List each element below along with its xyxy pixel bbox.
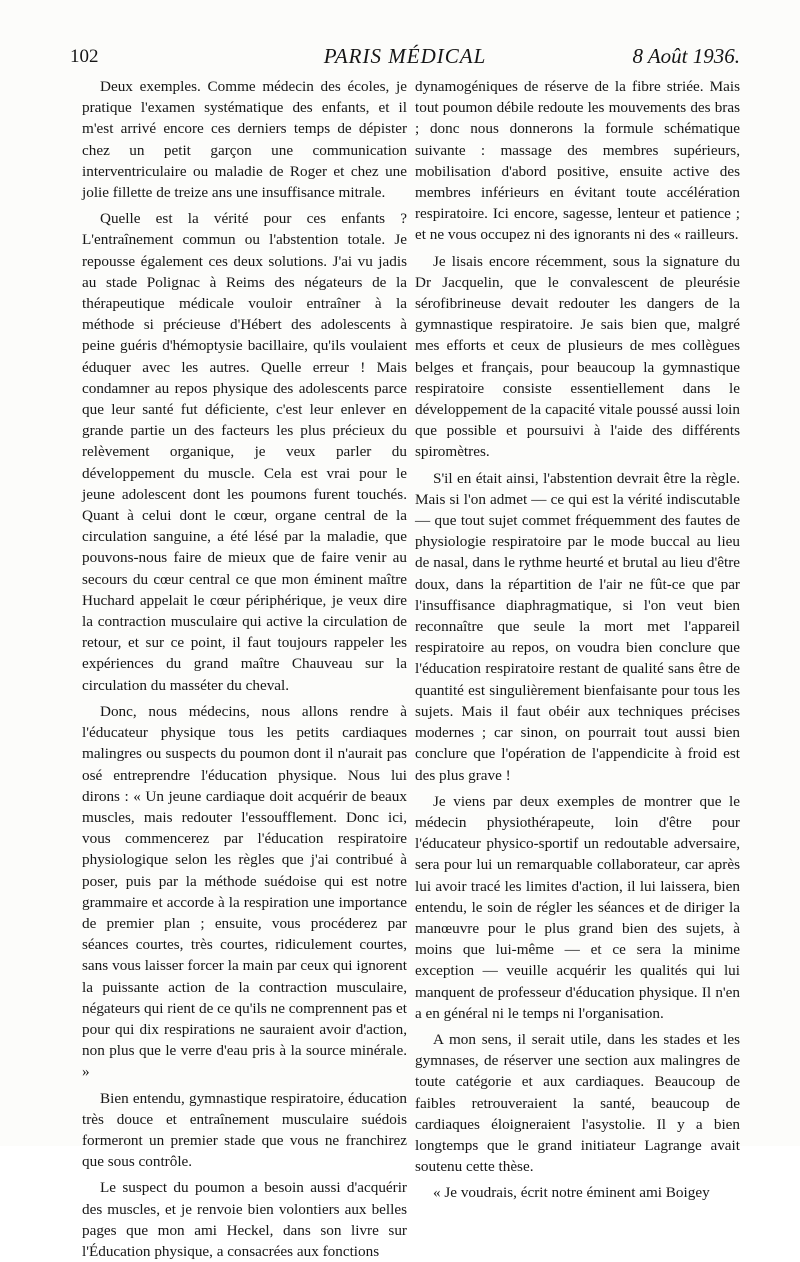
page-header [70,44,740,72]
paragraph: A mon sens, il serait utile, dans les stades et les gymnases, de réserver une section aux malingres de toute catégorie et aux cardiaques. Beaucoup de faibles retrouveraient la santé, beaucoup de cardiaques éloigneraient l'asystolie. Il y a bien longtemps que le grand initiateur Lagrange avait soutenu cette thèse. [415,1030,740,1176]
paragraph: S'il en était ainsi, l'abstention devrait être la règle. Mais si l'on admet — ce qui est la vérité indiscutable — que tout sujet commet fréquemment des fautes de physiologie respiratoire par le mode buccal au lieu de nasal, dans le rythme heurté et brutal au lieu d'être doux, dans la répartition de l'air ne fût-ce que par l'insuffisance diaphragmatique, si l'on veut bien reconnaître que seule la mort met l'appareil respiratoire au repos, on voudra bien conclure que l'éducation respiratoire restant de qualité sans être de quantité est singulièrement bienfaisante pour tous les sujets. Mais il faut obéir aux techniques précises modernes ; car sinon, on pourrait tout aussi bien conclure que l'opération de l'appendicite à froid est des plus grave ! [415,469,740,784]
paragraph: Quelle est la vérité pour ces enfants ? L'entraînement commun ou l'abstention totale. Je repousse également ces deux solutions. J'ai vu jadis au stade Polignac à Reims des négateurs de la thérapeutique médicale vouloir entraîner à la méthode si précieuse d'Hébert des adolescents à peine guéris d'hémoptysie bacillaire, qu'ils voulaient éduquer avec les autres. Quelle erreur ! Mais condamner au repos physique des adolescents parce que leur santé fut déficiente, c'est leur enlever en grande partie un des facteurs les plus précieux du relèvement organique, je veux parler du développement du muscle. Cela est vrai pour le jeune adolescent dont les poumons furent touchés. Quant à celui dont le cœur, organe central de la circulation sanguine, a été lésé par la maladie, que pouvons-nous faire de mieux que de faire venir au secours du cœur central ce que mon éminent maître Huchard appelait le cœur périphérique, je veux dire la contraction musculaire qui active la circulation de retour, et sur ce point, il faut toujours rappeler les expériences du grand maître Chauveau sur la circulation du masséter du cheval. [82,210,407,694]
paragraph: dynamogéniques de réserve de la fibre striée. Mais tout poumon débile redoute les mouvements des bras ; donc nous donnerons la formule schématique suivante : massage des membres supérieurs, mobilisation d'abord positive, ensuite active des membres inférieurs en évitant toute accélération respiratoire. Ici encore, sagesse, lenteur et patience ; et ne vous occupez ni des ignorants ni des « railleurs. [415,78,740,244]
paragraph: Bien entendu, gymnastique respiratoire, éducation très douce et entraînement musculaire suédois formeront un premier stade que vous ne franchirez que sous contrôle. [82,1089,407,1171]
right-column [415,76,740,1204]
page-number: 102 [70,46,99,67]
journal-title: PARIS MÉDICAL [323,44,487,68]
issue-date: 8 Août 1936. [632,44,740,68]
paragraph: Donc, nous médecins, nous allons rendre à l'éducateur physique tous les petits cardiaques malingres ou suspects du poumon dont il n'aurait pas osé entreprendre l'éducation physique. Nous lui dirons : « Un jeune cardiaque doit acquérir de beaux muscles, mais redouter l'essoufflement. Donc ici, vous commencerez par l'éducation respiratoire physiologique selon les règles que j'ai contribué à poser, puis par la méthode suédoise qui est notre grammaire et accorde à la respiration une importance de premier plan ; ensuite, vous procéderez par séances courtes, très courtes, ridiculement courtes, sans vous laisser forcer la main par ceux qui ignorent la puissante action de la contraction musculaire, négateurs qui rient de ce qu'ils ne comprennent pas et pour qui dix respirations ne sauraient avoir d'action, non plus que le verre d'eau pris à la source minérale. » [82,702,407,1081]
paragraph: Le suspect du poumon a besoin aussi d'acquérir des muscles, et je renvoie bien volontiers aux belles pages que mon ami Heckel, dans son livre sur l'Éducation physique, a consacrées aux fonctions [82,1179,407,1260]
paragraph: « Je voudrais, écrit notre éminent ami Boigey [433,1184,710,1202]
paragraph: Deux exemples. Comme médecin des écoles, je pratique l'examen systématique des enfants, et il m'est arrivé encore ces derniers temps de dépister chez un petit garçon une communication interventriculaire ou maladie de Roger et chez une jolie fillette de treize ans une insuffisance mitrale. [82,78,407,202]
paragraph: Je viens par deux exemples de montrer que le médecin physiothérapeute, loin d'être pour l'éducateur physico-sportif un redoutable adversaire, sera pour lui un remarquable collaborateur, car après lui avoir tracé les limites d'action, il lui laissera, bien entendu, le soin de régler les séances et de diriger la manœuvre pour le plus grand bien des sujets, à moins que lui-même — et ce sera la minime exception — veuille acquérir les qualités qui lui manquent de professeur d'éducation physique. Il n'en a en général ni le temps ni l'organisation. [415,792,740,1022]
paragraph: Je lisais encore récemment, sous la signature du Dr Jacquelin, que le convalescent de pleurésie sérofibrineuse devait redouter les dangers de la gymnastique respiratoire. Je sais bien que, malgré mes efforts et ceux de plusieurs de mes collègues belges et français, pour beaucoup la gymnastique respiratoire consiste essentiellement dans le développement de la capacité vitale poussé aussi loin que possible et poursuivi à l'aide des différents spiromètres. [415,252,740,461]
left-column [82,76,407,1262]
